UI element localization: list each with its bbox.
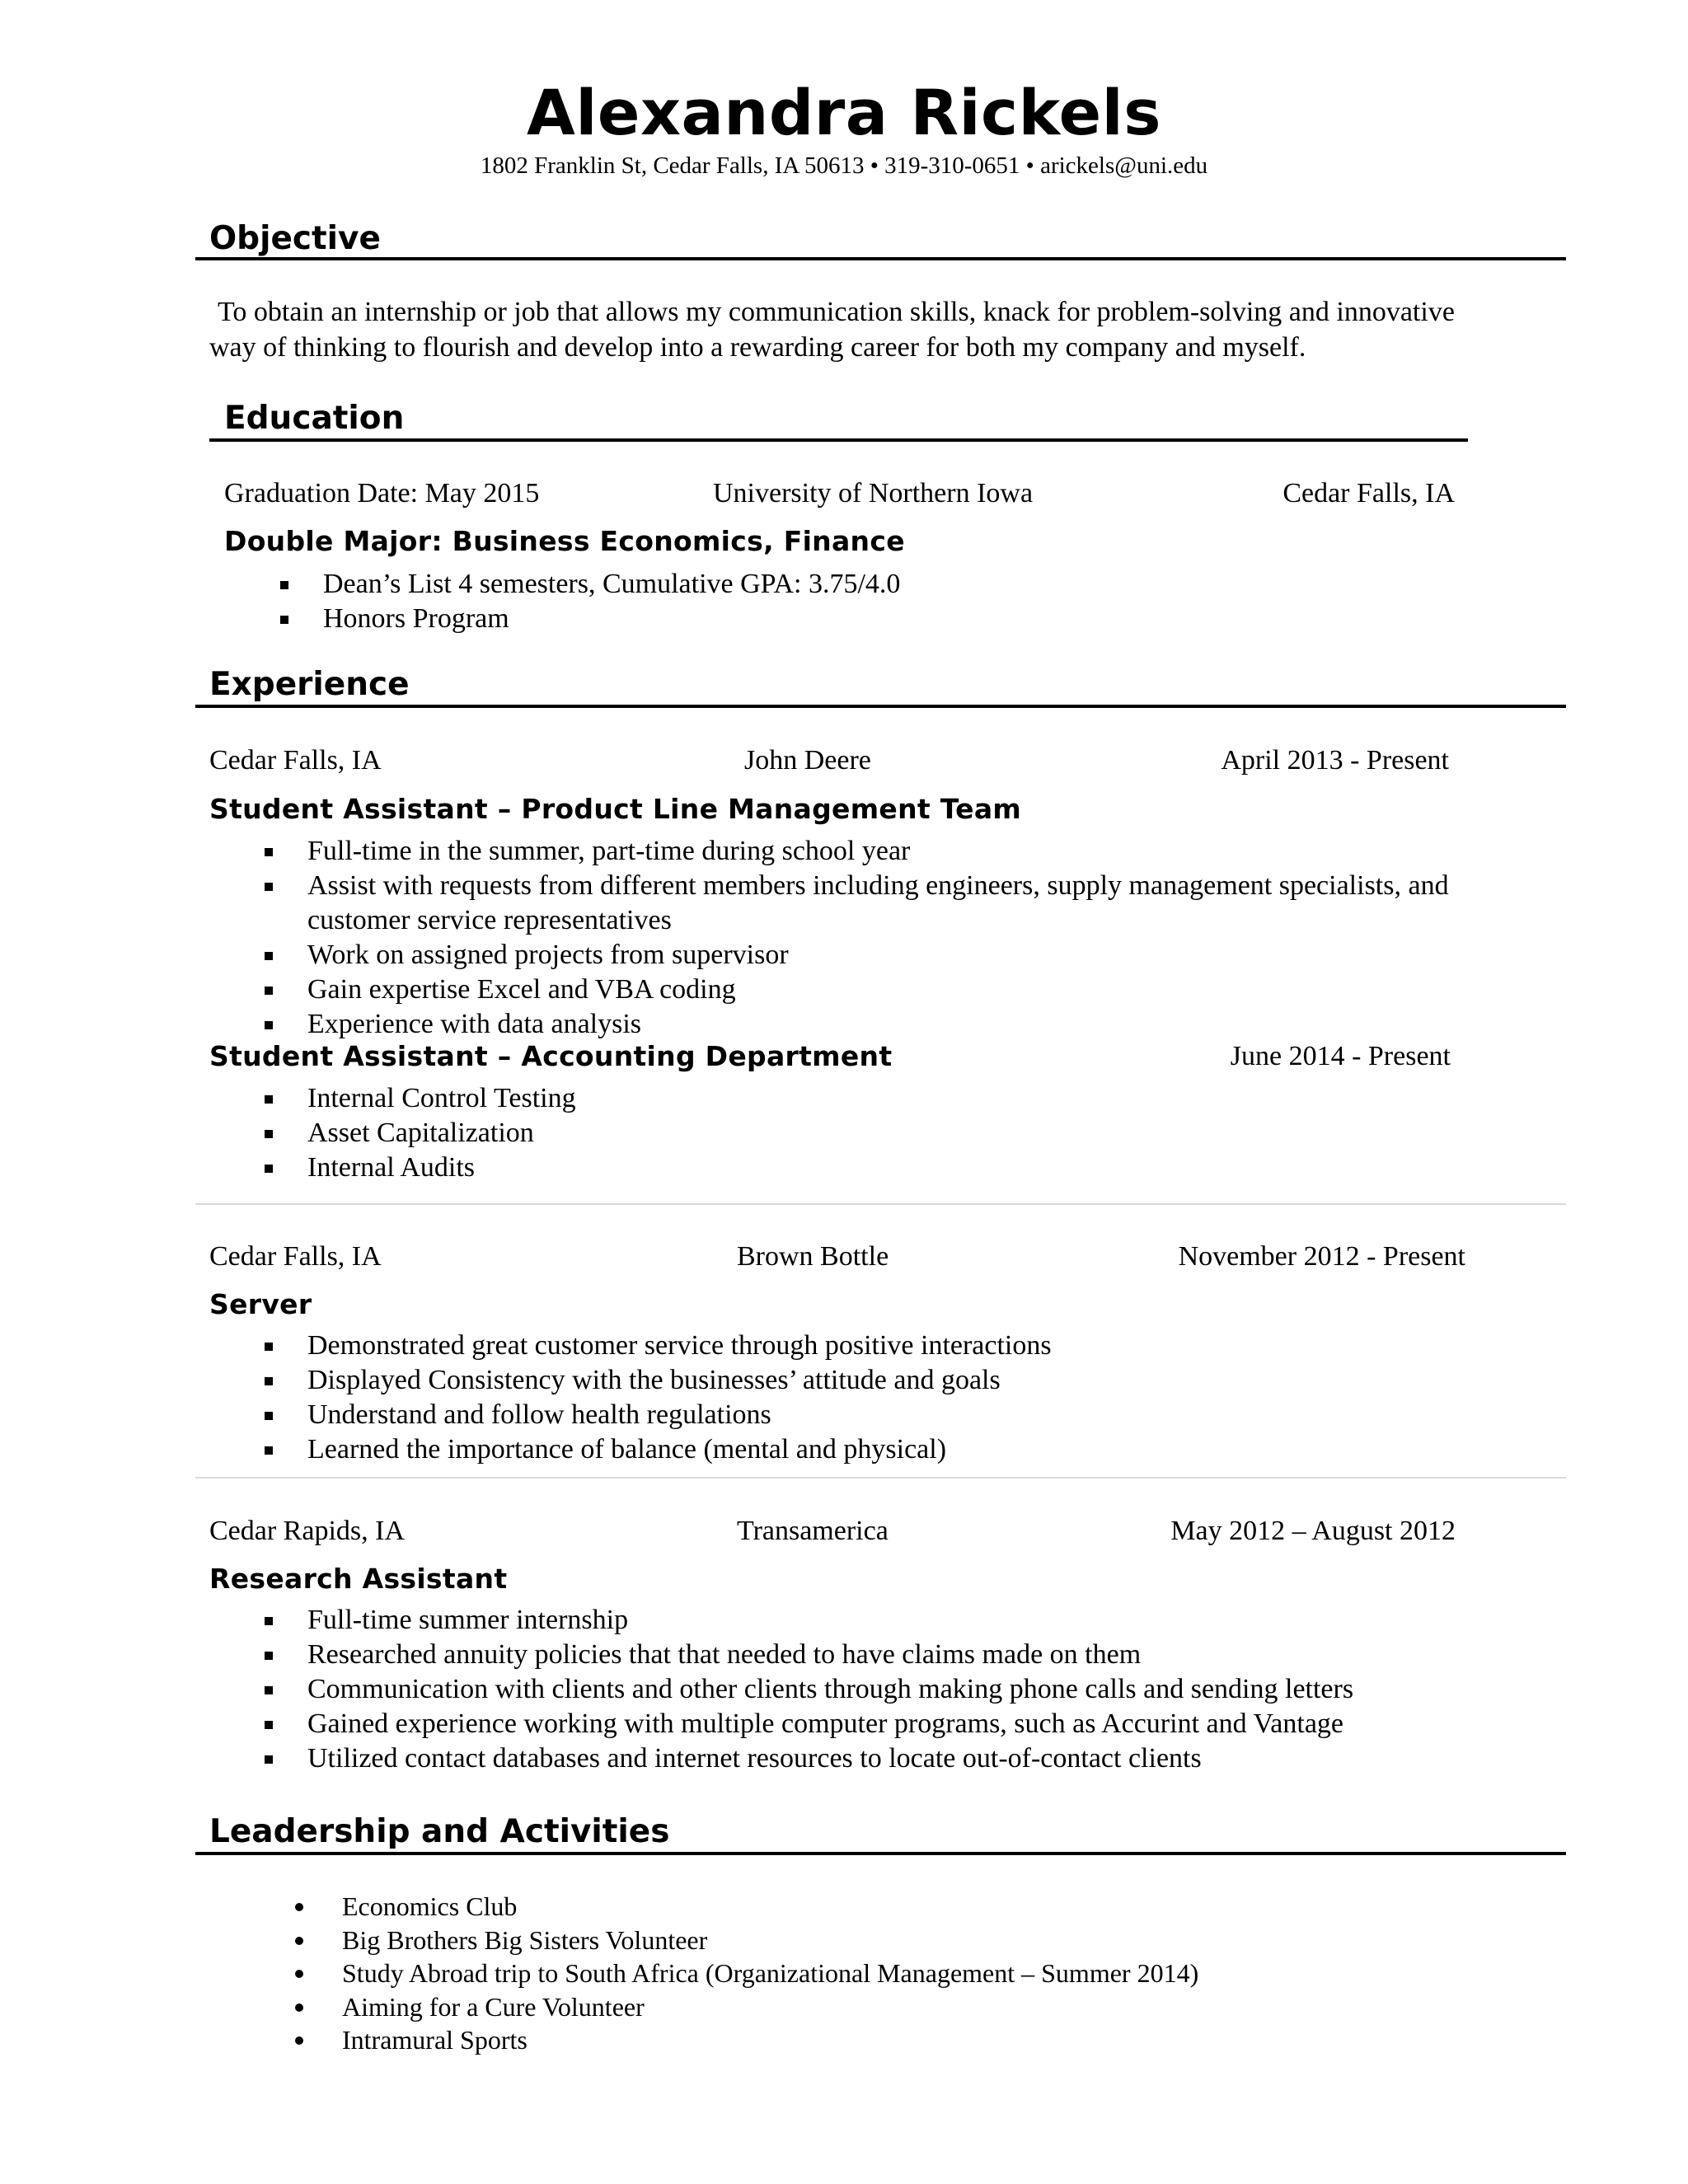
leadership-rule	[195, 1852, 1566, 1855]
contact-info: 1802 Franklin St, Cedar Falls, IA 50613 • 319-310-0651 • arickels@uni.edu	[480, 152, 1208, 179]
list-item: Dean’s List 4 semesters, Cumulative GPA: 3.75/4.0	[323, 567, 900, 602]
list-item: Assist with requests from different members including engineers, supply management specialists, and customer service representatives	[307, 869, 1478, 938]
list-item: Aiming for a Cure Volunteer	[342, 1990, 1198, 2024]
job-company: John Deere	[744, 745, 871, 776]
resume-name: Alexandra Rickels	[527, 76, 1161, 149]
job-company: Transamerica	[737, 1516, 889, 1546]
list-item: Asset Capitalization	[307, 1116, 576, 1151]
objective-heading: Objective	[209, 220, 381, 257]
list-item: Researched annuity policies that that needed to have claims made on them	[307, 1638, 1353, 1672]
list-item: Gain expertise Excel and VBA coding	[307, 972, 1478, 1007]
job-dates: November 2012 - Present	[1178, 1241, 1465, 1272]
list-item: Big Brothers Big Sisters Volunteer	[342, 1924, 1198, 1957]
list-item: Internal Audits	[307, 1151, 576, 1185]
list-item: Internal Control Testing	[307, 1081, 576, 1116]
list-item: Study Abroad trip to South Africa (Organizational Management – Summer 2014)	[342, 1957, 1198, 1990]
job-company: Brown Bottle	[737, 1241, 889, 1272]
list-item: Demonstrated great customer service through positive interactions	[307, 1329, 1052, 1363]
job-role-title: Server	[209, 1288, 312, 1320]
job-location: Cedar Rapids, IA	[209, 1516, 406, 1546]
list-item: Intramural Sports	[342, 2023, 1198, 2057]
list-item: Utilized contact databases and internet resources to locate out-of-contact clients	[307, 1741, 1353, 1776]
objective-line-2: way of thinking to flourish and develop into a rewarding career for both my company and myself.	[209, 332, 1306, 363]
job-location: Cedar Falls, IA	[209, 745, 382, 776]
graduation-date: Graduation Date: May 2015	[224, 478, 540, 509]
experience-rule	[195, 705, 1566, 708]
list-item: Gained experience working with multiple computer programs, such as Accurint and Vantage	[307, 1707, 1353, 1741]
leadership-list	[342, 1890, 1198, 2057]
education-heading: Education	[224, 400, 405, 437]
leadership-heading: Leadership and Activities	[209, 1813, 670, 1850]
job-role-bullets	[307, 1081, 576, 1185]
major: Double Major: Business Economics, Finance	[224, 525, 905, 557]
job-role-title: Research Assistant	[209, 1563, 508, 1595]
job-dates: May 2012 – August 2012	[1170, 1516, 1456, 1546]
job-location: Cedar Falls, IA	[209, 1241, 382, 1272]
job-divider	[195, 1203, 1566, 1205]
list-item: Work on assigned projects from supervisor	[307, 938, 1478, 972]
list-item: Full-time summer internship	[307, 1603, 1353, 1638]
list-item: Understand and follow health regulations	[307, 1398, 1052, 1432]
list-item: Learned the importance of balance (mental and physical)	[307, 1432, 1052, 1467]
education-bullets	[323, 567, 900, 636]
list-item: Honors Program	[323, 602, 900, 636]
job-role-title: Student Assistant – Product Line Management Team	[209, 793, 1022, 825]
job-dates: April 2013 - Present	[1221, 745, 1449, 776]
job-role-title: Student Assistant – Accounting Department	[209, 1040, 893, 1072]
education-rule	[209, 438, 1468, 442]
job-role-dates: June 2014 - Present	[1230, 1041, 1451, 1071]
list-item: Communication with clients and other clients through making phone calls and sending letters	[307, 1672, 1353, 1707]
list-item: Economics Club	[342, 1890, 1198, 1924]
job-divider	[195, 1477, 1566, 1479]
list-item: Displayed Consistency with the businesses’ attitude and goals	[307, 1363, 1052, 1398]
job-role-bullets	[307, 1329, 1052, 1467]
objective-line-1: To obtain an internship or job that allows my communication skills, knack for problem-solving and innovative	[218, 297, 1455, 327]
job-role-bullets	[307, 1603, 1353, 1776]
school-name: University of Northern Iowa	[713, 478, 1034, 509]
experience-heading: Experience	[209, 666, 410, 703]
school-location: Cedar Falls, IA	[1282, 478, 1455, 509]
objective-rule	[195, 257, 1566, 260]
job-role-bullets	[307, 834, 1478, 1042]
list-item: Full-time in the summer, part-time during school year	[307, 834, 1478, 869]
list-item: Experience with data analysis	[307, 1007, 1478, 1042]
